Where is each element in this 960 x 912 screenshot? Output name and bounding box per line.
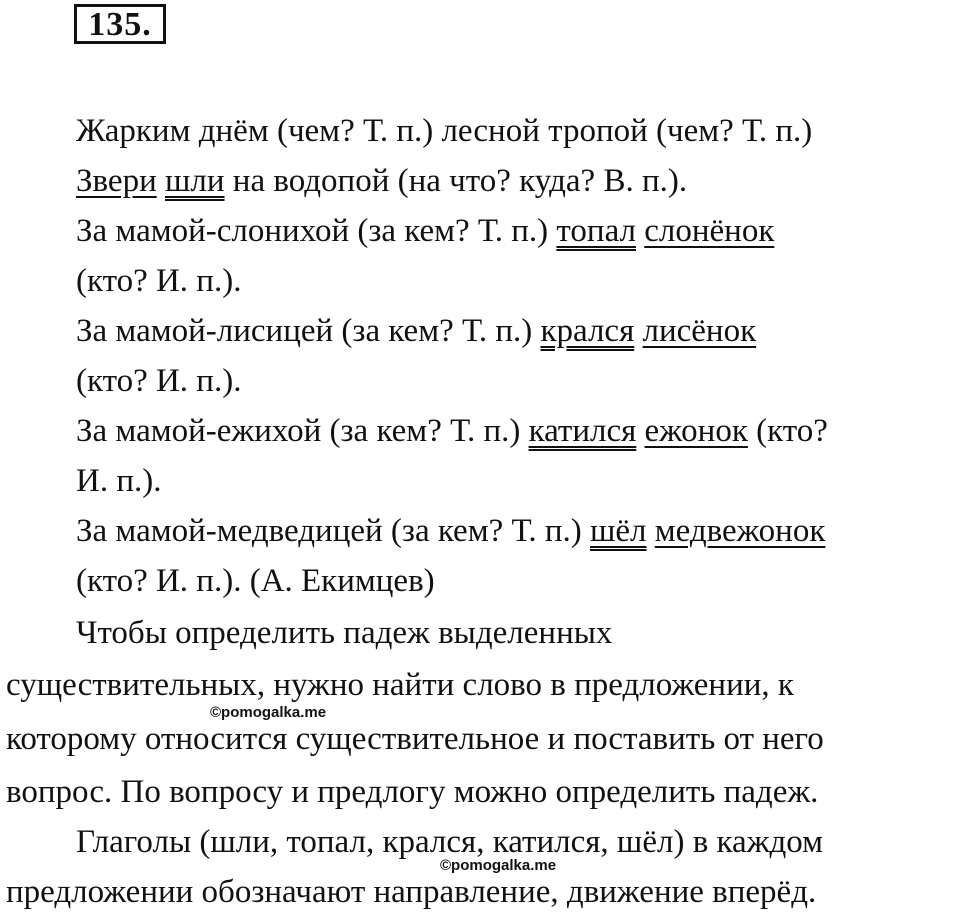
text-line: За мамой-слонихой (за кем? Т. п.) топал слонёнок bbox=[76, 213, 775, 249]
text-line: предложении обозначают направление, движение вперёд. bbox=[6, 874, 817, 910]
predicate-word: топал bbox=[556, 213, 636, 249]
text-line: Чтобы определить падеж выделенных bbox=[76, 615, 613, 651]
text-line: За мамой-ежихой (за кем? Т. п.) катился ежонок (кто? bbox=[76, 413, 828, 449]
text-line: которому относится существительное и поставить от него bbox=[6, 721, 824, 757]
text-line: И. п.). bbox=[76, 463, 162, 499]
subject-word: Звери bbox=[76, 163, 157, 199]
text-line: За мамой-лисицей (за кем? Т. п.) крался лисёнок bbox=[76, 313, 757, 349]
watermark: ©pomogalka.me bbox=[440, 857, 557, 874]
text-line: (кто? И. п.). bbox=[76, 363, 242, 399]
text-line: вопрос. По вопросу и предлогу можно определить падеж. bbox=[6, 774, 819, 810]
predicate-word: крался bbox=[540, 313, 635, 349]
text-line: Жарким днём (чем? Т. п.) лесной тропой (чем? Т. п.) bbox=[76, 113, 813, 149]
subject-word: медвежонок bbox=[654, 513, 826, 549]
text-line: существительных, нужно найти слово в предложении, к bbox=[6, 667, 794, 703]
subject-word: лисёнок bbox=[642, 313, 757, 349]
predicate-word: катился bbox=[528, 413, 637, 449]
subject-word: слонёнок bbox=[644, 213, 775, 249]
predicate-word: шли bbox=[164, 163, 225, 199]
predicate-word: шёл bbox=[589, 513, 647, 549]
text-line: (кто? И. п.). bbox=[76, 263, 242, 299]
subject-word: ежонок bbox=[644, 413, 748, 449]
text-line: Звери шли на водопой (на что? куда? В. п.). bbox=[76, 163, 688, 199]
watermark: ©pomogalka.me bbox=[210, 704, 327, 721]
text-line: Глаголы (шли, топал, крался, катился, шёл) в каждом bbox=[76, 824, 824, 860]
text-line: За мамой-медведицей (за кем? Т. п.) шёл медвежонок bbox=[76, 513, 826, 549]
text-line: (кто? И. п.). (А. Екимцев) bbox=[76, 563, 435, 599]
exercise-number: 135. bbox=[74, 4, 166, 44]
